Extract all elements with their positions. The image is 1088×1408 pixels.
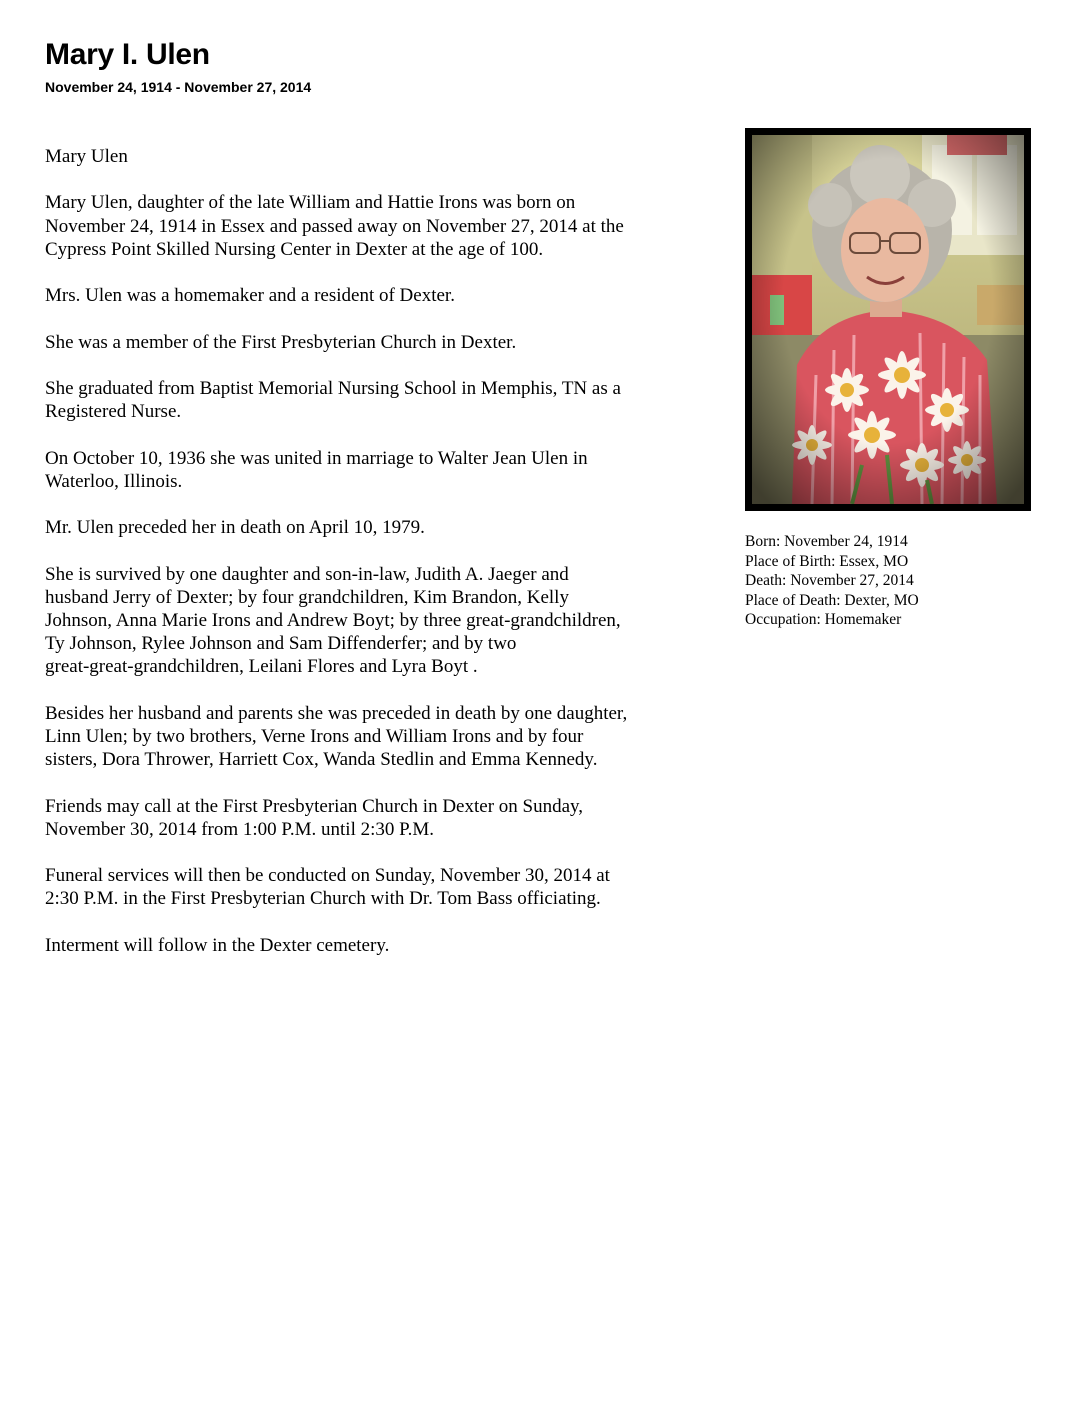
fact-occupation: Occupation: Homemaker — [745, 611, 902, 629]
obituary-paragraph: She was a member of the First Presbyterian Church in Dexter. — [45, 331, 517, 353]
page-title: Mary I. Ulen — [45, 38, 210, 71]
fact-place-of-birth: Place of Birth: Essex, MO — [745, 552, 909, 570]
obituary-paragraph: Mr. Ulen preceded her in death on April 10, 1979. — [45, 517, 425, 539]
obituary-paragraph: She is survived by one daughter and son-in-law, Judith A. Jaeger and husband Jerry of Dexter; by four grandchildren, Kim Brandon, Kelly Johnson, Anna Marie Irons and Andrew Boyt; by three great-grandchildren, Ty Johnson, Rylee Johnson and Sam Diffenderfer; and by two great-great-grandchildren, Leilani Flores and Lyra Boyt . — [45, 563, 621, 678]
obituary-paragraph: Mrs. Ulen was a homemaker and a resident of Dexter. — [45, 285, 455, 307]
obituary-paragraph: Mary Ulen — [45, 146, 128, 167]
fact-death: Death: November 27, 2014 — [745, 572, 914, 590]
portrait-photo — [745, 128, 1031, 511]
obituary-paragraph: Interment will follow in the Dexter cemetery. — [45, 934, 390, 956]
obituary-paragraph: She graduated from Baptist Memorial Nursing School in Memphis, TN as a Registered Nurse. — [45, 377, 621, 423]
obituary-paragraph: Besides her husband and parents she was preceded in death by one daughter, Linn Ulen; by two brothers, Verne Irons and William Irons and by four sisters, Dora Thrower, Harriett Cox, Wanda Stedlin and Emma Kennedy. — [45, 702, 628, 771]
obituary-text — [45, 145, 715, 980]
life-dates: November 24, 1914 - November 27, 2014 — [45, 79, 312, 95]
obituary-paragraph: Funeral services will then be conducted on Sunday, November 30, 2014 at 2:30 P.M. in the First Presbyterian Church with Dr. Tom Bass officiating. — [45, 865, 610, 910]
portrait-photo-image — [752, 135, 1024, 504]
obituary-paragraph: Friends may call at the First Presbyterian Church in Dexter on Sunday, November 30, 2014 from 1:00 P.M. until 2:30 P.M. — [45, 795, 584, 840]
fact-place-of-death: Place of Death: Dexter, MO — [745, 591, 919, 609]
obituary-paragraph: Mary Ulen, daughter of the late William and Hattie Irons was born on November 24, 1914 in Essex and passed away on November 27, 2014 at the Cypress Point Skilled Nursing Center in Dexter at the age of 100. — [45, 192, 624, 260]
fact-born: Born: November 24, 1914 — [745, 533, 908, 550]
vital-facts — [745, 532, 1065, 630]
obituary-paragraph: On October 10, 1936 she was united in marriage to Walter Jean Ulen in Waterloo, Illinois. — [45, 447, 588, 492]
